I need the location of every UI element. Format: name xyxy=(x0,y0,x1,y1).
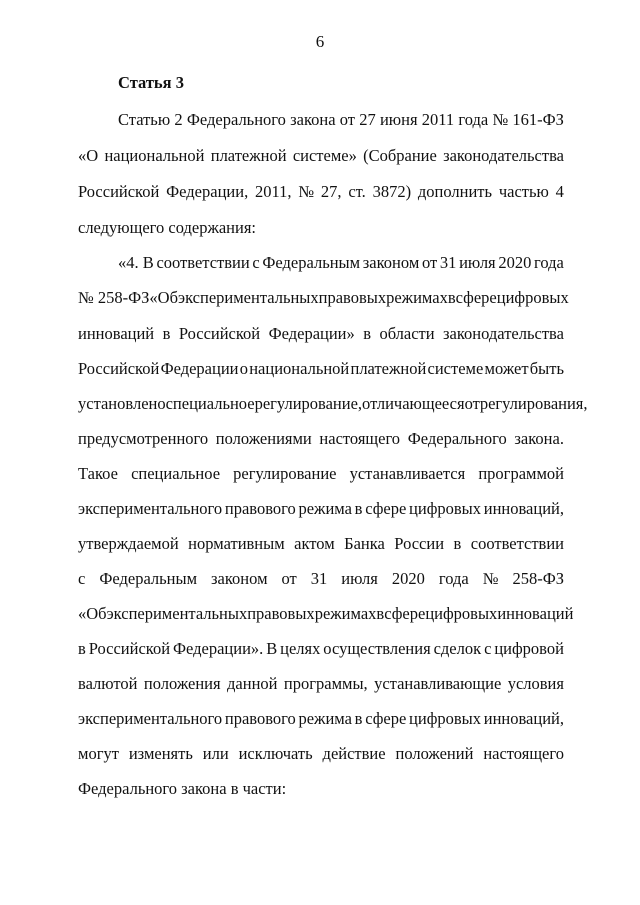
body-line-14 xyxy=(78,569,564,589)
word: программы, xyxy=(283,674,368,693)
word: № xyxy=(482,569,499,588)
body-line-6 xyxy=(78,288,569,308)
word: 2 xyxy=(174,110,183,129)
word: Такое xyxy=(78,464,118,483)
body-line-13 xyxy=(78,534,564,554)
word: сфере xyxy=(455,288,497,307)
word: устанавливается xyxy=(349,464,466,483)
body-line-1 xyxy=(118,110,564,130)
word: Федеральным xyxy=(262,253,361,272)
word: В xyxy=(266,639,278,658)
word: правового xyxy=(224,709,296,728)
word: 31 xyxy=(310,569,328,588)
word: области xyxy=(379,324,435,343)
word: Федерации xyxy=(160,359,239,378)
word: в xyxy=(78,639,86,658)
word: законом xyxy=(211,569,268,588)
word: режимах xyxy=(314,604,377,623)
body-line-2 xyxy=(78,146,564,166)
body-line-20 xyxy=(78,779,286,799)
word: 2011, xyxy=(255,182,292,201)
word: изменять xyxy=(128,744,193,763)
word: платежной xyxy=(210,146,287,165)
word: в xyxy=(354,709,363,728)
word: инноваций, xyxy=(483,499,564,518)
word: Статью xyxy=(118,110,171,129)
word: в xyxy=(363,324,371,343)
word: предусмотренного xyxy=(78,429,209,448)
word: закона xyxy=(290,110,336,129)
word: режима xyxy=(298,499,352,518)
body-line-4 xyxy=(78,218,256,238)
word: цифровых xyxy=(425,604,498,623)
word: июля xyxy=(459,253,496,272)
word: утверждаемой xyxy=(78,534,179,553)
word: в xyxy=(447,288,456,307)
word: от xyxy=(281,569,297,588)
word: цифровых xyxy=(496,288,569,307)
word: быть xyxy=(529,359,564,378)
word: положений xyxy=(395,744,474,763)
word: от xyxy=(339,110,356,129)
body-line-8 xyxy=(78,359,564,379)
word: режима xyxy=(298,709,352,728)
word: положения xyxy=(143,674,221,693)
word: сделок xyxy=(433,639,482,658)
word: в xyxy=(453,534,462,553)
word: от xyxy=(421,253,438,272)
word: отличающееся xyxy=(362,394,465,413)
word: сфере xyxy=(365,709,407,728)
word: экспериментальных xyxy=(106,604,248,623)
word: актом xyxy=(294,534,335,553)
word: исключать xyxy=(238,744,313,763)
body-line-11 xyxy=(78,464,564,484)
word: регулирования, xyxy=(479,394,588,413)
word: может xyxy=(484,359,529,378)
word: Российской xyxy=(78,182,160,201)
word: «Об xyxy=(78,604,107,623)
word: года xyxy=(458,110,489,129)
body-line-9 xyxy=(78,394,588,414)
word: 3872) xyxy=(372,182,412,201)
word: цифровой xyxy=(494,639,564,658)
word: законом xyxy=(362,253,420,272)
word: Федерации» xyxy=(268,324,355,343)
word: законодательства xyxy=(443,324,564,343)
word: № xyxy=(492,110,509,129)
word: 2020 xyxy=(391,569,425,588)
word: данной xyxy=(227,674,278,693)
word: сфере xyxy=(384,604,426,623)
word: о xyxy=(239,359,248,378)
word: России xyxy=(394,534,445,553)
word: действие xyxy=(322,744,386,763)
word: 4 xyxy=(555,182,564,201)
body-line-16 xyxy=(78,639,564,659)
word: «О xyxy=(78,146,99,165)
word: частью xyxy=(498,182,549,201)
word: Федеральным xyxy=(99,569,198,588)
word: экспериментальных xyxy=(177,288,319,307)
word: программой xyxy=(478,464,564,483)
word: инноваций, xyxy=(483,709,564,728)
word: с xyxy=(252,253,260,272)
word: устанавливающие xyxy=(374,674,502,693)
body-line-12 xyxy=(78,499,564,519)
word: положениями xyxy=(215,429,312,448)
word: в xyxy=(376,604,385,623)
word: настоящего xyxy=(319,429,401,448)
word: 31 xyxy=(439,253,457,272)
word: инноваций xyxy=(78,324,155,343)
word: нормативным xyxy=(188,534,285,553)
page-number: 6 xyxy=(315,32,325,51)
word: 161-ФЗ xyxy=(512,110,564,129)
word: соответствии xyxy=(156,253,250,272)
word: регулирование xyxy=(233,464,337,483)
word: режимах xyxy=(386,288,448,307)
article-heading: Статья 3 xyxy=(118,73,184,92)
word: июля xyxy=(341,569,378,588)
word: системе xyxy=(427,359,484,378)
word: года xyxy=(534,253,564,272)
word: № 258-ФЗ xyxy=(78,288,150,307)
word: Российской xyxy=(178,324,261,343)
word: Федерального xyxy=(186,110,286,129)
word: 258-ФЗ xyxy=(512,569,564,588)
word: сфере xyxy=(365,499,407,518)
word: условия xyxy=(507,674,564,693)
word: 27 xyxy=(359,110,376,129)
word: в xyxy=(354,499,363,518)
body-line-3 xyxy=(78,182,564,202)
word: Федерации, xyxy=(166,182,249,201)
word: «4. В xyxy=(118,253,154,272)
word: в xyxy=(162,324,171,343)
body-line-15 xyxy=(78,604,574,624)
word: цифровых xyxy=(409,709,482,728)
word: Федерального xyxy=(407,429,507,448)
word: правовых xyxy=(247,604,315,623)
word: законодательства xyxy=(443,146,564,165)
word: № xyxy=(298,182,315,201)
body-line-17 xyxy=(78,674,564,694)
word: валютой xyxy=(78,674,138,693)
body-line-10 xyxy=(78,429,564,449)
word: Банка xyxy=(344,534,385,553)
word: Российской xyxy=(88,639,171,658)
body-line-18 xyxy=(78,709,564,729)
word: следующего содержания: xyxy=(78,218,257,237)
word: целях xyxy=(280,639,321,658)
word: Российской xyxy=(78,359,160,378)
word: или xyxy=(202,744,229,763)
word: года xyxy=(438,569,469,588)
word: соответствии xyxy=(470,534,564,553)
word: июня xyxy=(379,110,418,129)
word: установлено xyxy=(78,394,166,413)
word: системе» xyxy=(292,146,357,165)
word: платежной xyxy=(350,359,427,378)
word: с xyxy=(78,569,86,588)
word: инноваций xyxy=(497,604,574,623)
word: с xyxy=(484,639,492,658)
word: осуществления xyxy=(323,639,431,658)
word: экспериментального xyxy=(78,499,223,518)
body-line-19 xyxy=(78,744,564,764)
word: специальное xyxy=(165,394,255,413)
word: экспериментального xyxy=(78,709,223,728)
word: «Об xyxy=(149,288,178,307)
word: 2011 xyxy=(421,110,455,129)
word: специальное xyxy=(131,464,221,483)
word: национальной xyxy=(249,359,350,378)
word: дополнить xyxy=(417,182,493,201)
word: правового xyxy=(224,499,296,518)
word: 27, xyxy=(320,182,342,201)
word: (Собрание xyxy=(363,146,437,165)
word: настоящего xyxy=(483,744,564,763)
word: 2020 xyxy=(498,253,532,272)
word: могут xyxy=(78,744,119,763)
word: правовых xyxy=(318,288,387,307)
word: ст. xyxy=(348,182,366,201)
word: от xyxy=(464,394,480,413)
word: цифровых xyxy=(409,499,482,518)
body-line-5 xyxy=(118,253,564,273)
word: национальной xyxy=(104,146,205,165)
word: закона. xyxy=(514,429,564,448)
body-line-7 xyxy=(78,324,564,344)
word: Федерального закона в части: xyxy=(78,779,287,798)
word: регулирование, xyxy=(254,394,363,413)
word: Федерации». xyxy=(172,639,264,658)
